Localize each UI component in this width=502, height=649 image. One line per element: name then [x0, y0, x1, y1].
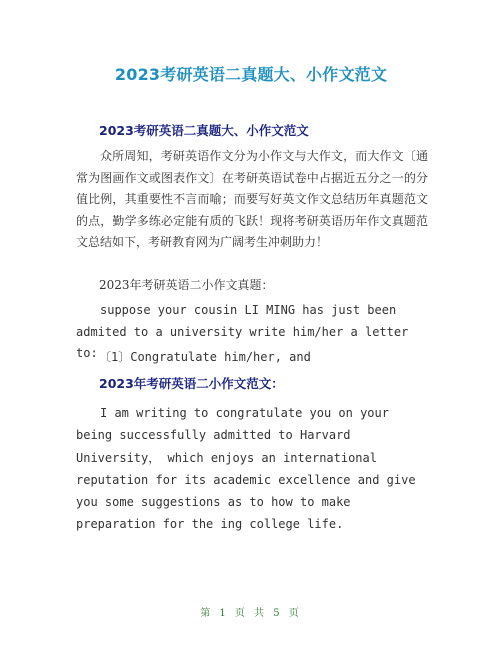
page-number-footer: 第 1 页 共 5 页 [200, 608, 302, 619]
sample-essay-text: I am writing to congratulate you on your being successfully admitted to Harvard University， which enjoys an international reputation for its academic excellence and give you some suggestions as to how to make preparation for the ing college life. [76, 406, 416, 532]
prompt-intro-line: 2023年考研英语二小作文真题： [99, 278, 274, 292]
prompt-text: suppose your cousin LI MING has just been admited to a university write him/her a letter to: [76, 303, 409, 360]
sample-heading: 2023年考研英语二小作文范文： [99, 376, 284, 391]
prompt-item-1: 〔1〕Congratulate him/her, and [99, 350, 311, 364]
intro-paragraph: 众所周知，考研英语作文分为小作文与大作文，而大作文〔通常为图画作文或图表作文〕在考研英语试卷中占据近五分之一的分值比例，其重要性不言而喻；而要写好英文作文总结历年真题范文的点，勤学多练必定能有质的飞跃！现将考研英语历年作文真题范文总结如下，考研教育网为广阔考生冲刺助力！ [76, 149, 428, 249]
section-heading: 2023考研英语二真题大、小作文范文 [99, 123, 309, 138]
page-title: 2023考研英语二真题大、小作文范文 [114, 65, 388, 84]
